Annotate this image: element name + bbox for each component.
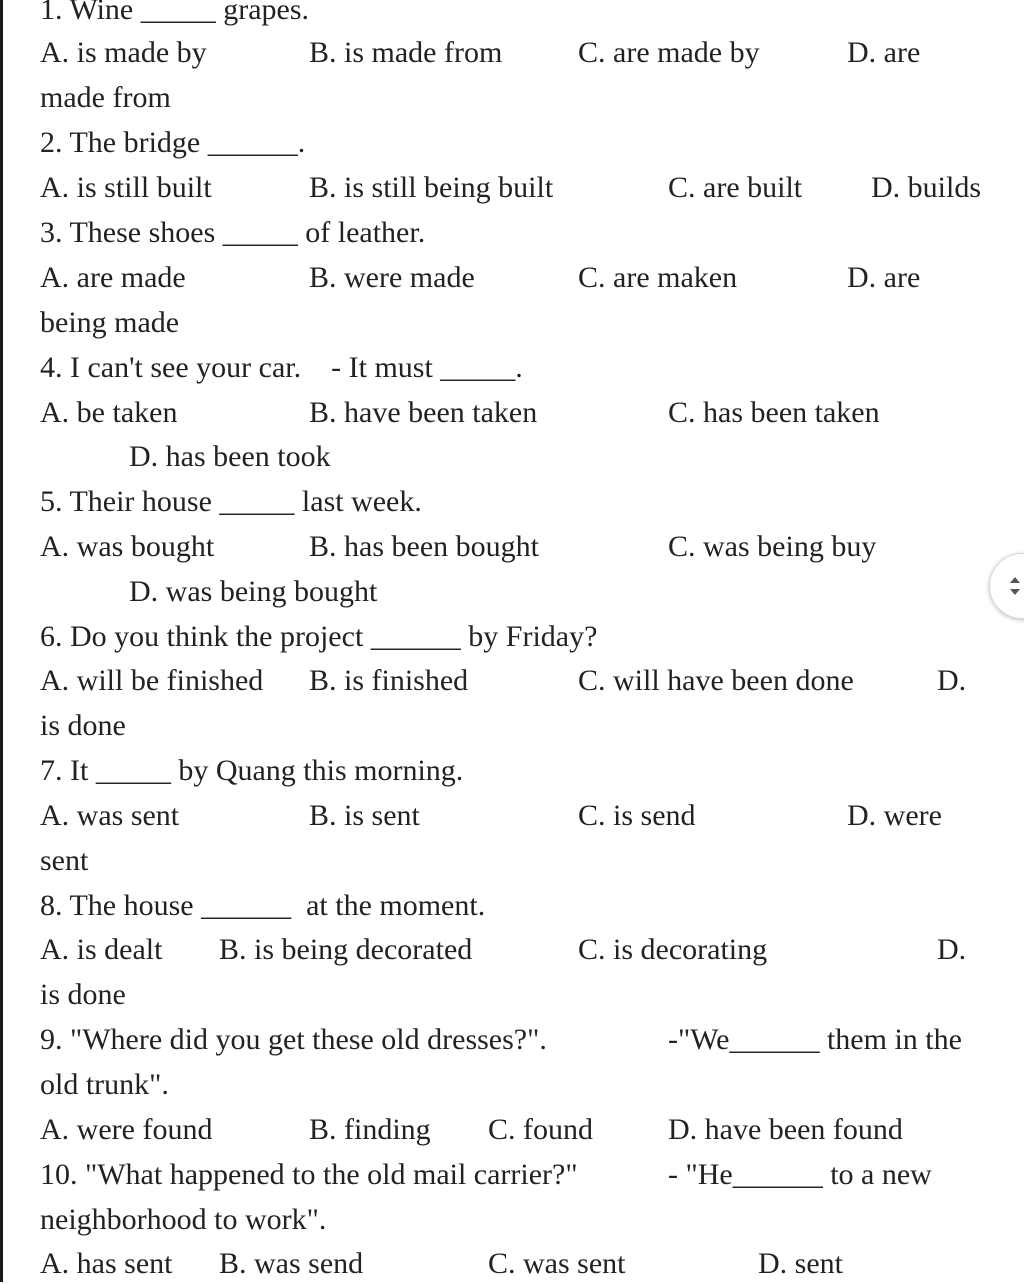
question-6-stem: 6. Do you think the project ______ by Friday? [40,620,598,653]
question-2-option-c: C. are built [668,171,803,204]
question-9-option-a: A. were found [40,1113,213,1146]
question-2-option-d: D. builds [871,171,982,204]
question-9-stem: 9. "Where did you get these old dresses?". [40,1023,547,1056]
question-9-option-d: D. have been found [668,1113,903,1146]
question-1-option-wrap: made from [40,81,171,114]
updown-chevron-icon [1008,572,1022,600]
question-10-stem-right: - "He______ to a new [668,1158,932,1191]
question-10-option-d: D. sent [758,1247,843,1280]
question-3-option-a: A. are made [40,261,186,294]
question-3-option-d: D. are [847,261,921,294]
question-5-stem: 5. Their house _____ last week. [40,485,422,518]
question-4-option-c: C. has been taken [668,396,880,429]
question-10-stem-wrap: neighborhood to work". [40,1203,327,1236]
question-9-option-c: C. found [488,1113,593,1146]
question-9-stem-wrap: old trunk". [40,1068,169,1101]
question-6-option-wrap: is done [40,709,126,742]
question-8-option-wrap: is done [40,978,126,1011]
question-10-option-a: A. has sent [40,1247,173,1280]
question-1-option-c: C. are made by [578,36,760,69]
question-1-stem: 1. Wine _____ grapes. [40,0,310,26]
question-1-option-d: D. are [847,36,921,69]
question-6-option-c: C. will have been done [578,664,854,697]
question-10-option-b: B. was send [219,1247,364,1280]
question-3-option-wrap: being made [40,306,180,339]
question-5-option-b: B. has been bought [309,530,539,563]
question-7-option-d: D. were [847,799,942,832]
question-8-option-b: B. is being decorated [219,933,473,966]
question-9-option-b: B. finding [309,1113,431,1146]
question-3-stem: 3. These shoes _____ of leather. [40,216,426,249]
question-8-stem: 8. The house ______ at the moment. [40,889,486,922]
question-2-option-b: B. is still being built [309,171,554,204]
question-5-option-c: C. was being buy [668,530,877,563]
question-7-stem: 7. It _____ by Quang this morning. [40,754,464,787]
question-6-option-b: B. is finished [309,664,469,697]
question-2-option-a: A. is still built [40,171,212,204]
question-4-option-a: A. be taken [40,396,178,429]
left-border [0,0,3,1282]
question-4-option-b: B. have been taken [309,396,538,429]
question-6-option-d: D. [937,664,967,697]
question-10-stem: 10. "What happened to the old mail carrier?" [40,1158,578,1191]
question-7-option-c: C. is send [578,799,696,832]
question-7-option-wrap: sent [40,844,89,877]
question-5-option-a: A. was bought [40,530,215,563]
question-8-option-d: D. [937,933,967,966]
question-7-option-a: A. was sent [40,799,180,832]
question-4-option-d: D. has been took [129,440,331,473]
question-8-option-a: A. is dealt [40,933,163,966]
question-10-option-c: C. was sent [488,1247,626,1280]
question-5-option-d: D. was being bought [129,575,378,608]
question-8-option-c: C. is decorating [578,933,768,966]
scroll-handle[interactable] [989,553,1024,619]
question-2-stem: 2. The bridge ______. [40,126,306,159]
question-7-option-b: B. is sent [309,799,420,832]
question-3-option-c: C. are maken [578,261,738,294]
question-9-stem-right: -"We______ them in the [668,1023,962,1056]
question-4-stem: 4. I can't see your car. - It must _____. [40,351,523,384]
question-3-option-b: B. were made [309,261,475,294]
question-6-option-a: A. will be finished [40,664,264,697]
question-1-option-a: A. is made by [40,36,207,69]
question-1-option-b: B. is made from [309,36,503,69]
